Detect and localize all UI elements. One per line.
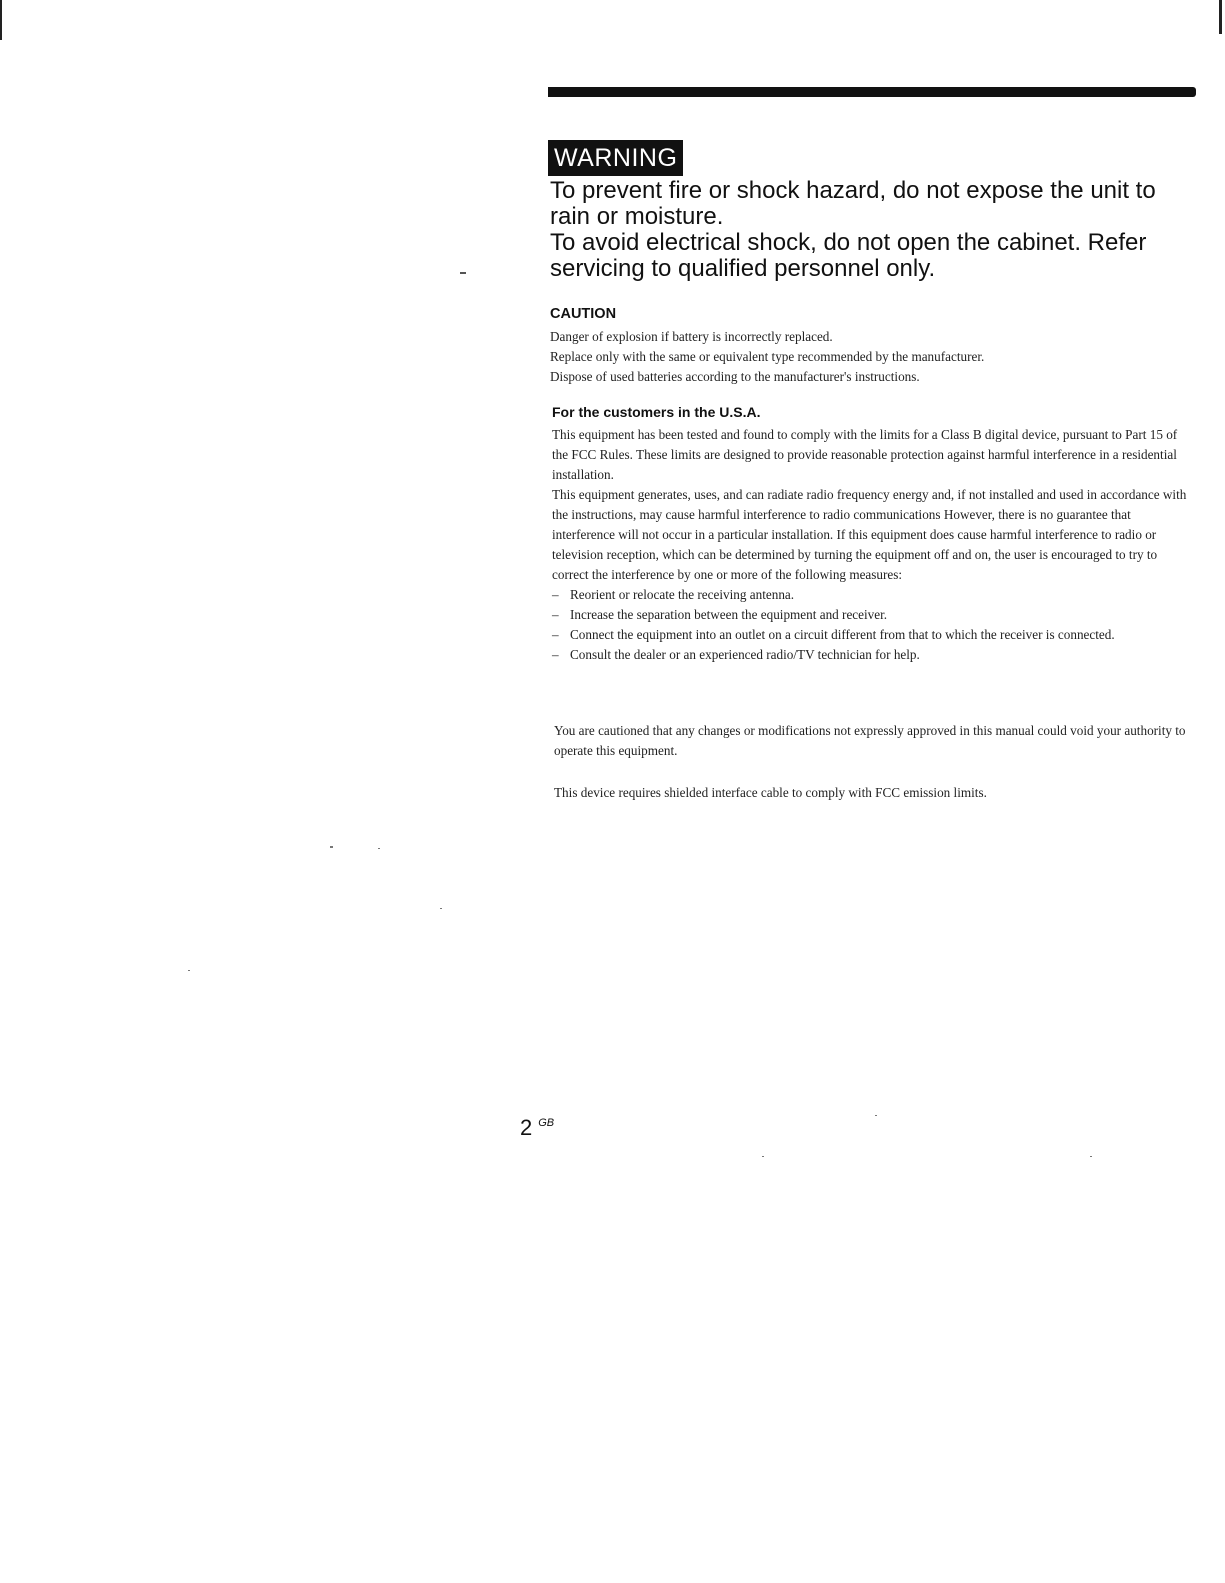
caution-line: Replace only with the same or equivalent type recommended by the manufacturer. bbox=[550, 349, 985, 364]
shielded-cable-note: This device requires shielded interface cable to comply with FCC emission limits. bbox=[554, 785, 987, 800]
fcc-paragraph-interference: This equipment generates, uses, and can radiate radio frequency energy and, if not installed and used in accordance with the instructions, may cause harmful interference to radio communications However, there is no guarantee that interference will not occur in a particular installation. If this equipment does cause harmful interference to radio or television reception, which can be determined by turning the equipment off and on, the user is encouraged to try to correct the interference by one or more of the following measures: bbox=[552, 487, 1187, 582]
list-dash: – bbox=[552, 587, 559, 602]
caution-line: Danger of explosion if battery is incorrectly replaced. bbox=[550, 329, 833, 344]
scan-speck bbox=[188, 970, 190, 971]
scan-speck bbox=[460, 272, 466, 274]
scan-speck bbox=[762, 1156, 764, 1157]
modifications-note: You are cautioned that any changes or modifications not expressly approved in this manual could void your authority to operate this equipment. bbox=[554, 723, 1186, 758]
measure-text: Reorient or relocate the receiving antenna. bbox=[570, 587, 795, 602]
page-number-value: 2 bbox=[520, 1115, 533, 1140]
scan-speck bbox=[1090, 1156, 1092, 1157]
header-rule bbox=[548, 87, 1196, 97]
warning-line-fire: To prevent fire or shock hazard, do not expose the unit to rain or moisture. bbox=[550, 177, 1156, 230]
list-item bbox=[552, 625, 1192, 645]
list-item bbox=[552, 605, 1192, 625]
list-dash: – bbox=[552, 607, 559, 622]
scan-speck bbox=[378, 848, 380, 849]
measure-text: Connect the equipment into an outlet on a circuit different from that to which the receiver is connected. bbox=[570, 627, 1115, 642]
list-item bbox=[552, 645, 1192, 665]
caution-body bbox=[550, 327, 1190, 387]
usa-heading: For the customers in the U.S.A. bbox=[552, 404, 761, 420]
list-dash: – bbox=[552, 647, 559, 662]
scan-speck bbox=[875, 1115, 877, 1116]
page-number-suffix: GB bbox=[538, 1117, 555, 1129]
scan-speck bbox=[440, 908, 442, 909]
caution-line: Dispose of used batteries according to the manufacturer's instructions. bbox=[550, 369, 920, 384]
measure-text: Increase the separation between the equipment and receiver. bbox=[570, 607, 888, 622]
measure-text: Consult the dealer or an experienced radio/TV technician for help. bbox=[570, 647, 920, 662]
list-dash: – bbox=[552, 627, 559, 642]
scan-speck bbox=[330, 846, 333, 848]
warning-line-shock: To avoid electrical shock, do not open the cabinet. Refer servicing to qualified personnel only. bbox=[550, 229, 1147, 282]
usa-fcc-section bbox=[552, 425, 1192, 665]
warning-badge: WARNING bbox=[548, 140, 683, 176]
list-item bbox=[552, 585, 1192, 605]
scan-edge-mark-left bbox=[0, 0, 2, 40]
caution-heading: CAUTION bbox=[550, 306, 617, 322]
scan-edge-mark-right bbox=[1219, 0, 1222, 34]
warning-statement bbox=[550, 178, 1190, 282]
measures-list bbox=[552, 585, 1192, 665]
fcc-paragraph-compliance: This equipment has been tested and found to comply with the limits for a Class B digital device, pursuant to Part 15 of the FCC Rules. These limits are designed to provide reasonable protection against harmful interference in a residential installation. bbox=[552, 427, 1178, 482]
page-number bbox=[520, 1115, 554, 1141]
